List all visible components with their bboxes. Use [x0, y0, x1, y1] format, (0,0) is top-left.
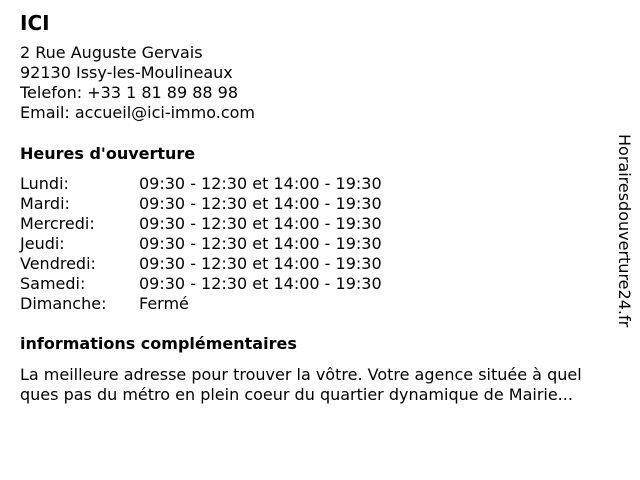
hours-time: 09:30 - 12:30 et 14:00 - 19:30: [139, 234, 382, 253]
hours-time: 09:30 - 12:30 et 14:00 - 19:30: [139, 274, 382, 293]
agency-name: ICI: [20, 11, 50, 35]
hours-day: Mercredi:: [20, 214, 95, 233]
hours-time: 09:30 - 12:30 et 14:00 - 19:30: [139, 194, 382, 213]
hours-day: Mardi:: [20, 194, 70, 213]
additional-info-line: ques pas du métro en plein coeur du quartier dynamique de Mairie...: [20, 385, 573, 404]
hours-row-monday: [20, 174, 382, 194]
hours-day: Dimanche:: [20, 294, 107, 313]
agency-city: 92130 Issy-les-Moulineaux: [20, 63, 233, 82]
hours-day: Lundi:: [20, 174, 69, 193]
opening-hours-list: [20, 174, 382, 314]
hours-day: Samedi:: [20, 274, 86, 293]
additional-info-heading: informations complémentaires: [20, 334, 297, 353]
agency-email: Email: accueil@ici-immo.com: [20, 103, 255, 122]
hours-row-thursday: [20, 234, 382, 254]
hours-day: Vendredi:: [20, 254, 96, 273]
hours-row-saturday: [20, 274, 382, 294]
additional-info-text: [20, 365, 632, 405]
hours-row-friday: [20, 254, 382, 274]
hours-day: Jeudi:: [20, 234, 65, 253]
hours-time: 09:30 - 12:30 et 14:00 - 19:30: [139, 174, 382, 193]
hours-row-wednesday: [20, 214, 382, 234]
additional-info-line: La meilleure adresse pour trouver la vôtre. Votre agence située à quel: [20, 365, 582, 384]
agency-street: 2 Rue Auguste Gervais: [20, 43, 203, 62]
hours-time: 09:30 - 12:30 et 14:00 - 19:30: [139, 214, 382, 233]
opening-hours-heading: Heures d'ouverture: [20, 144, 196, 163]
hours-row-sunday: [20, 294, 382, 314]
hours-time: Fermé: [139, 294, 189, 313]
agency-phone: Telefon: +33 1 81 89 88 98: [20, 83, 239, 102]
hours-time: 09:30 - 12:30 et 14:00 - 19:30: [139, 254, 382, 273]
hours-row-tuesday: [20, 194, 382, 214]
source-watermark: Horairesdouverture24.fr: [615, 134, 634, 328]
agency-contact: [20, 43, 255, 123]
